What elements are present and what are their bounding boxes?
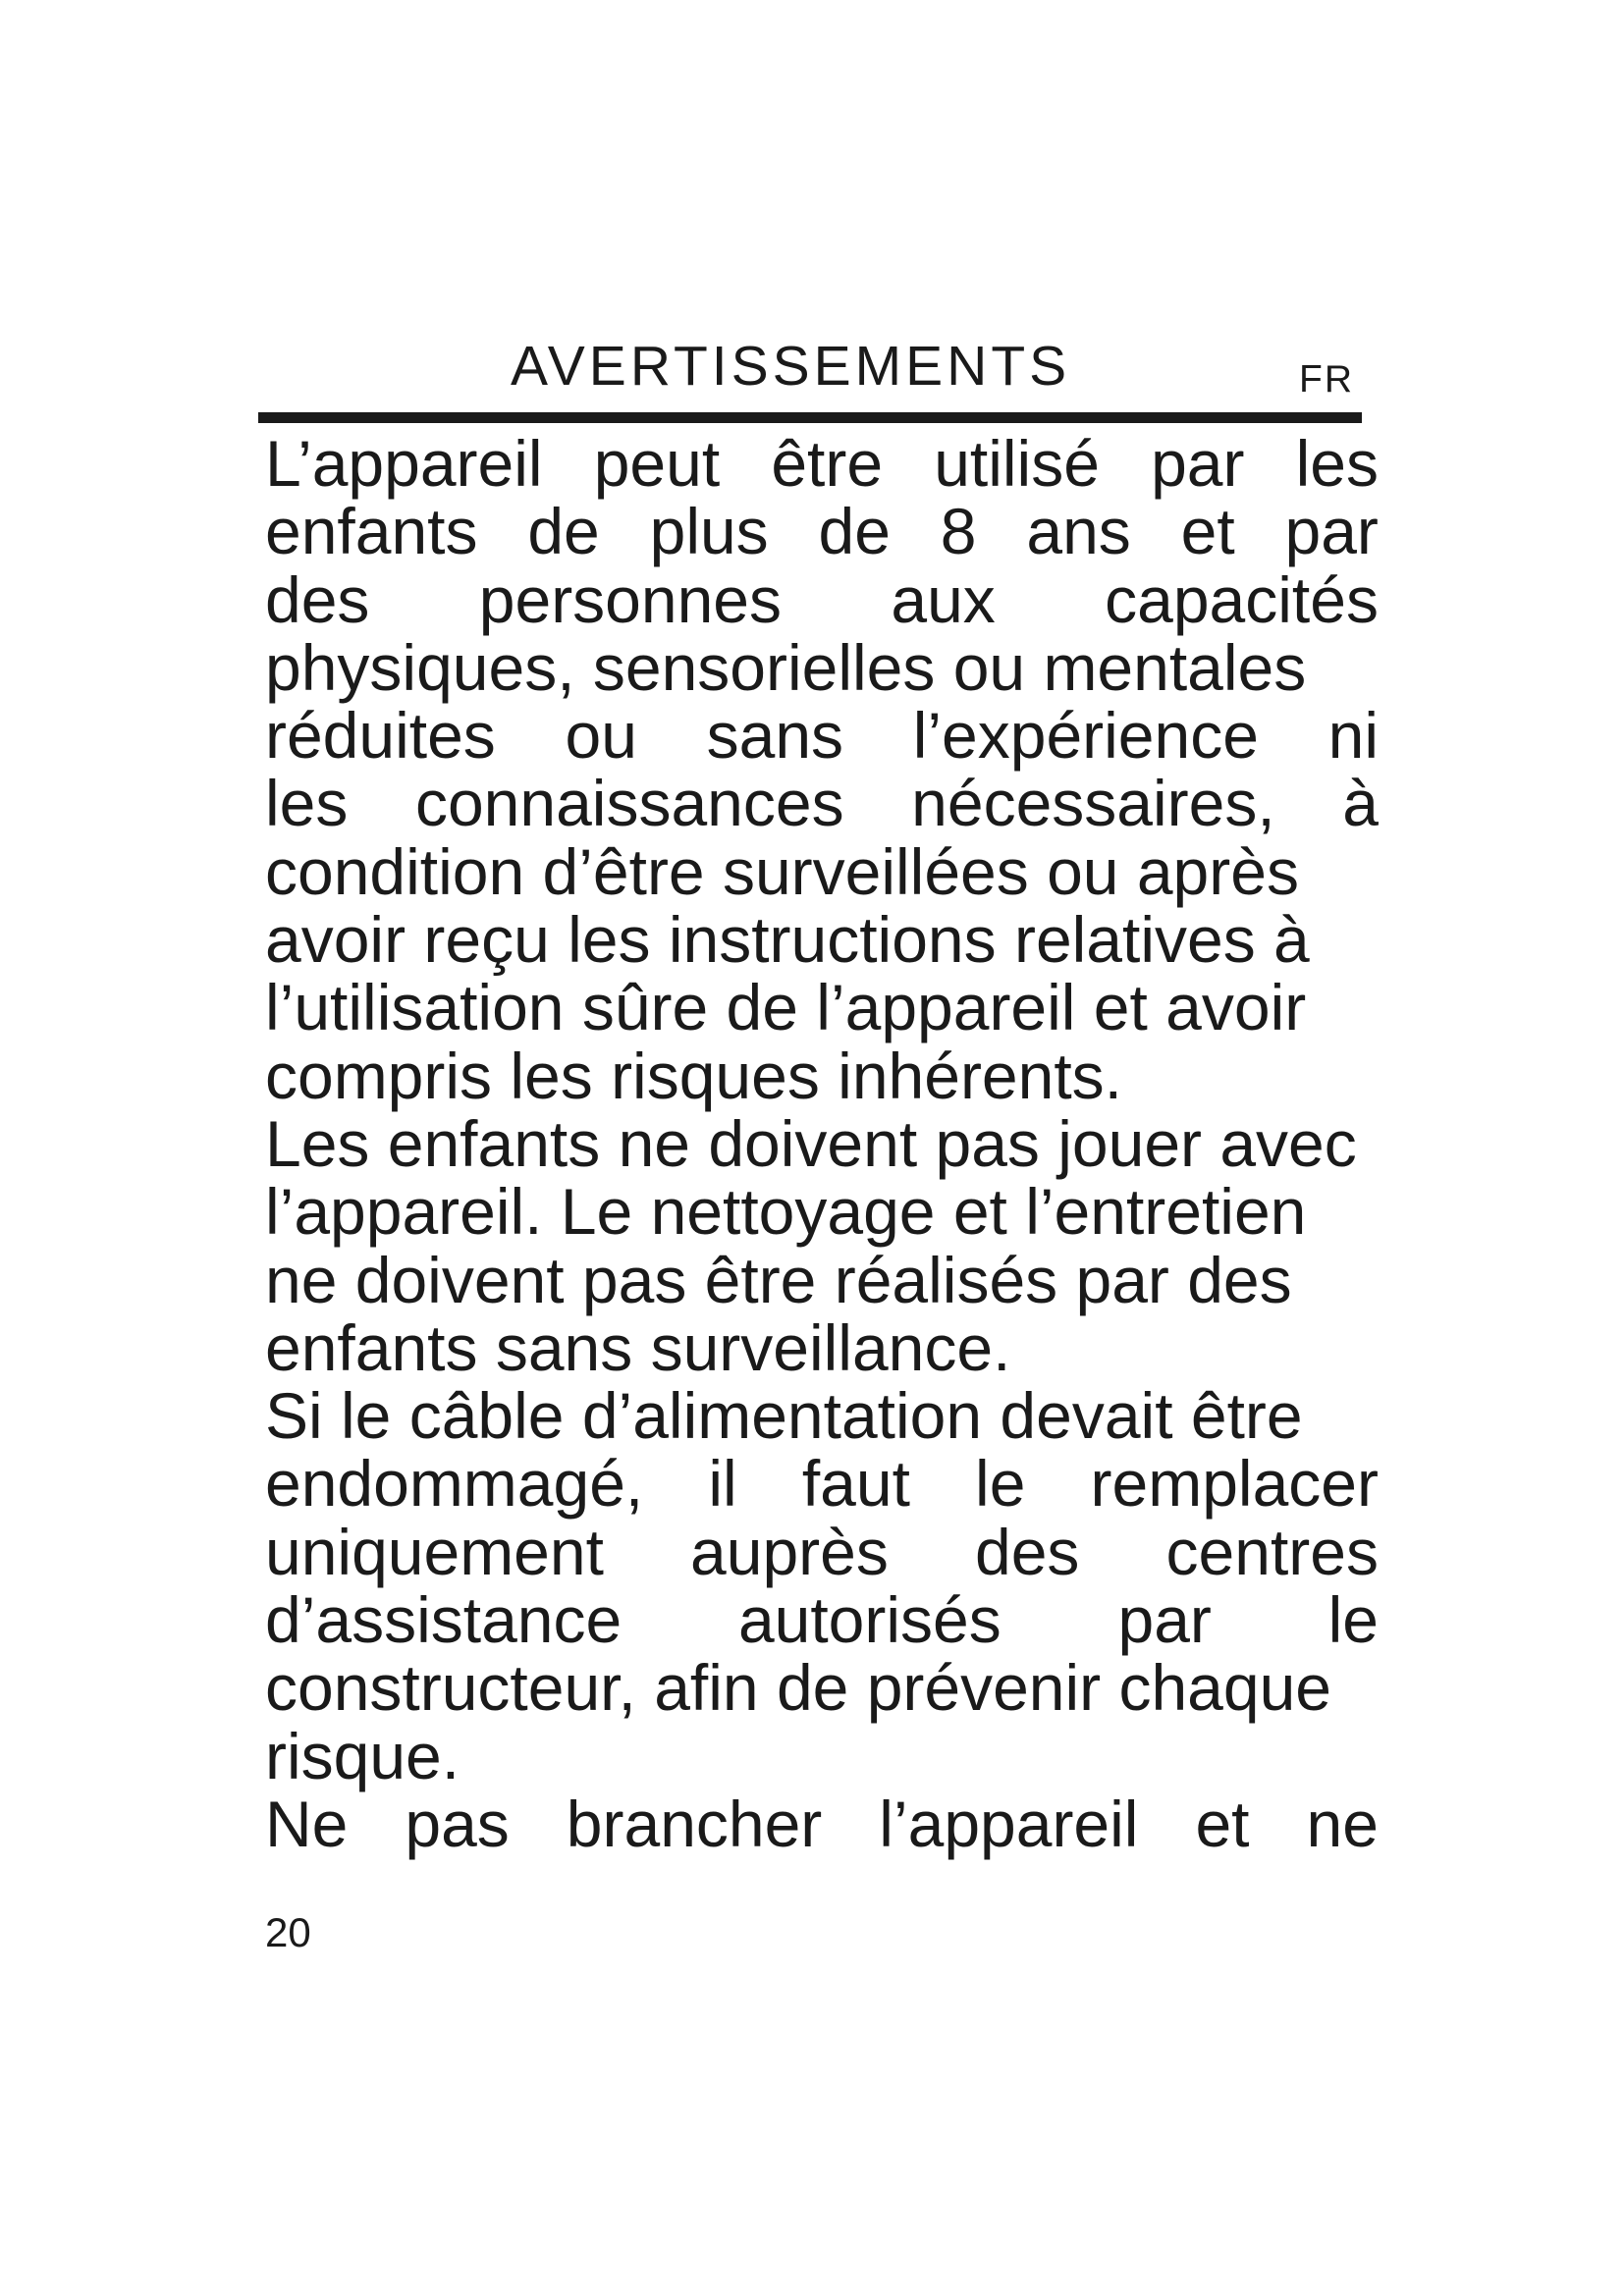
text-line	[265, 1787, 1379, 1860]
text-line	[265, 427, 1379, 500]
text-word: brancher	[566, 1787, 823, 1860]
text-word: l’appareil	[879, 1787, 1139, 1860]
text-word: Ne	[265, 1787, 349, 1860]
text-word: il	[708, 1447, 737, 1521]
text-word: et	[1180, 495, 1235, 568]
text-word: ou	[565, 699, 637, 773]
text-line: Si le câble d’alimentation devait être	[265, 1379, 1303, 1453]
text-line	[265, 699, 1379, 773]
text-word: remplacer	[1090, 1447, 1379, 1521]
text-line: compris les risques inhérents.	[265, 1039, 1123, 1112]
text-word: le	[975, 1447, 1026, 1521]
text-word: peut	[593, 427, 721, 500]
text-word: ans	[1026, 495, 1131, 568]
page-number: 20	[265, 1909, 311, 1955]
language-code: FR	[1299, 358, 1354, 400]
text-word: de	[818, 495, 891, 568]
text-word: ni	[1327, 699, 1379, 773]
text-word: sans	[706, 699, 844, 773]
header-divider	[258, 412, 1362, 423]
text-line	[265, 767, 1379, 840]
text-word: auprès	[690, 1515, 889, 1588]
text-line: physiques, sensorielles ou mentales	[265, 630, 1307, 704]
text-line	[265, 1447, 1379, 1521]
text-line	[265, 1583, 1379, 1657]
text-word: capacités	[1105, 562, 1379, 636]
text-word: utilisé	[934, 427, 1100, 500]
text-word: enfants	[265, 495, 478, 568]
warning-text	[265, 427, 1434, 1860]
text-word: uniquement	[265, 1515, 604, 1588]
text-line: condition d’être surveillées ou après	[265, 834, 1299, 908]
text-line: l’appareil. Le nettoyage et l’entretien	[265, 1175, 1307, 1249]
text-word: nécessaires,	[911, 767, 1275, 840]
section-title: AVERTISSEMENTS	[511, 335, 1071, 398]
text-word: 8	[940, 495, 977, 568]
text-word: faut	[801, 1447, 910, 1521]
text-line: Les enfants ne doivent pas jouer avec	[265, 1106, 1357, 1180]
text-word: aux	[891, 562, 996, 636]
text-word: l’expérience	[912, 699, 1259, 773]
text-line: l’utilisation sûre de l’appareil et avoir	[265, 971, 1307, 1044]
text-line: enfants sans surveillance.	[265, 1310, 1011, 1384]
text-word: pas	[405, 1787, 510, 1860]
text-word: des	[265, 562, 370, 636]
text-word: réduites	[265, 699, 496, 773]
text-word: les	[265, 767, 349, 840]
text-word: personnes	[478, 562, 782, 636]
text-line: avoir reçu les instructions relatives à	[265, 903, 1310, 977]
text-word: et	[1195, 1787, 1250, 1860]
text-word: le	[1327, 1583, 1379, 1657]
text-line	[265, 1515, 1379, 1588]
text-word: être	[771, 427, 884, 500]
text-line: constructeur, afin de prévenir chaque	[265, 1651, 1332, 1725]
text-word: les	[1295, 427, 1379, 500]
text-word: par	[1151, 427, 1245, 500]
text-word: endommagé,	[265, 1447, 644, 1521]
text-word: par	[1117, 1583, 1212, 1657]
text-word: connaissances	[414, 767, 844, 840]
text-word: d’assistance	[265, 1583, 623, 1657]
text-line: ne doivent pas être réalisés par des	[265, 1243, 1292, 1316]
text-word: plus	[649, 495, 769, 568]
text-line	[265, 495, 1379, 568]
text-word: des	[974, 1515, 1080, 1588]
text-line: risque.	[265, 1719, 460, 1792]
text-word: centres	[1165, 1515, 1379, 1588]
text-word: L’appareil	[265, 427, 543, 500]
text-word: à	[1342, 767, 1379, 840]
text-word: de	[527, 495, 600, 568]
text-word: ne	[1306, 1787, 1379, 1860]
text-word: par	[1284, 495, 1379, 568]
text-line	[265, 562, 1379, 636]
text-word: autorisés	[737, 1583, 1001, 1657]
